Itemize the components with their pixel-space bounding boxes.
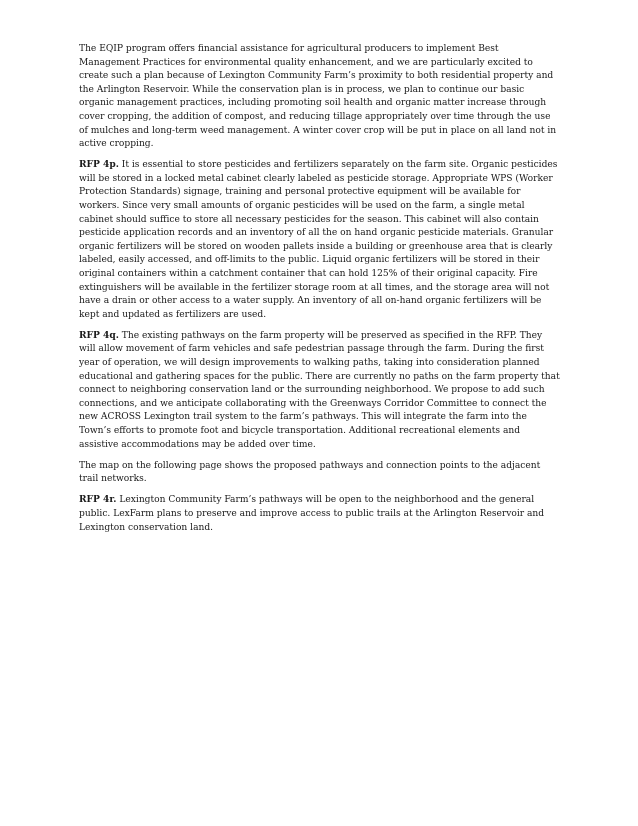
document-page bbox=[79, 42, 561, 542]
paragraph-rfp-4q bbox=[79, 329, 561, 452]
paragraph-map-note bbox=[79, 459, 561, 487]
paragraph-text: Lexington Community Farm’s pathways will be open to the neighborhood and the general public. LexFarm plans to preserve and improve access to public trails at the Arlington Reservoir and Lexington conservation land. bbox=[79, 495, 545, 533]
paragraph-rfp-4p bbox=[79, 158, 561, 322]
paragraph-lead: RFP 4r. bbox=[79, 494, 117, 506]
paragraph-eqip-program bbox=[79, 42, 561, 152]
paragraph-text: The existing pathways on the farm property will be preserved as specified in the RFP. They will allow movement of farm vehicles and safe pedestrian passage through the farm. During the first year of operation, we will design improvements to walking paths, taking into consideration planned educational and gathering spaces for the public. There are currently no paths on the farm property that connect to neighboring conservation land or the surrounding neighborhood. We propose to add such connections, and we anticipate collaborating with the Greenways Corridor Committee to connect the new ACROSS Lexington trail system to the farm’s pathways. This will integrate the farm into the Town’s efforts to promote foot and bicycle transportation. Additional recreational elements and assistive accommodations may be added over time. bbox=[79, 330, 560, 450]
paragraph-lead: RFP 4p. bbox=[79, 159, 119, 171]
paragraph-text: The map on the following page shows the proposed pathways and connection points to the adjacent trail networks. bbox=[79, 460, 541, 485]
paragraph-lead: RFP 4q. bbox=[79, 329, 119, 341]
paragraph-text: It is essential to store pesticides and fertilizers separately on the farm site. Organic pesticides will be stored in a locked metal cabinet clearly labeled as pesticide storage. Appropriate WPS (Worker Protection Standards) signage, training and personal protective equipment will be available for workers. Since very small amounts of organic pesticides will be used on the farm, a single metal cabinet should suffice to store all necessary pesticides for the season. This cabinet will also contain pesticide application records and an inventory of all the on hand organic pesticide materials. Granular organic fertilizers will be stored on wooden pallets inside a building or greenhouse area that is clearly labeled, easily accessed, and off-limits to the public. Liquid organic fertilizers will be stored in their original containers within a catchment container that can hold 125% of their original capacity. Fire extinguishers will be available in the fertilizer storage room at all times, and the storage area will not have a drain or other access to a water supply. An inventory of all on-hand organic fertilizers will be kept and updated as fertilizers are used. bbox=[79, 160, 558, 320]
paragraph-text: The EQIP program offers financial assistance for agricultural producers to implement Best Management Practices for environmental quality enhancement, and we are particularly excited to create such a plan because of Lexington Community Farm’s proximity to both residential property and the Arlington Reservoir. While the conservation plan is in process, we plan to continue our basic organic management practices, including promoting soil health and organic matter increase through cover cropping, the addition of compost, and reducing tillage appropriately over time through the use of mulches and long-term weed management. A winter cover crop will be put in place on all land not in active cropping. bbox=[79, 44, 557, 150]
paragraph-rfp-4r bbox=[79, 493, 561, 535]
